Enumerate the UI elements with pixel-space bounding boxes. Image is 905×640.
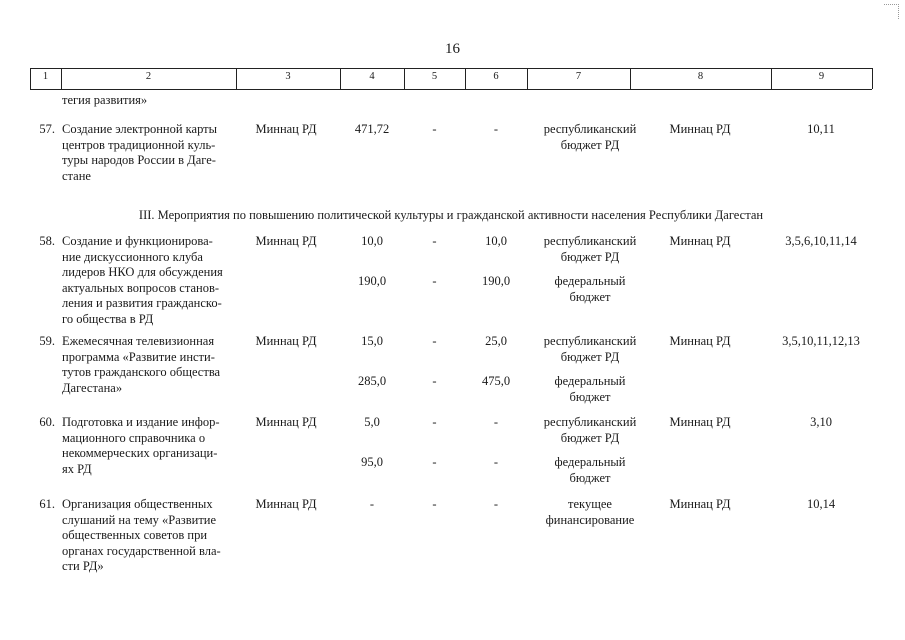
activity-name-line: органах государственной вла- xyxy=(62,543,221,558)
executor: Миннац РД xyxy=(255,122,317,136)
funding-source: текущее xyxy=(568,497,612,511)
activity-name-line: ях РД xyxy=(62,461,92,476)
indicators: 3,5,6,10,11,14 xyxy=(785,234,857,248)
indicators: 3,10 xyxy=(810,415,832,429)
amount-col-6: - xyxy=(493,497,499,511)
column-header-4: 4 xyxy=(369,71,375,82)
amount-col-6: 25,0 xyxy=(485,334,507,348)
indicators: 10,11 xyxy=(807,122,835,136)
amount-col-5: - xyxy=(432,415,437,429)
activity-name-line: Создание и функционирова- xyxy=(62,234,213,248)
amount-col-6: - xyxy=(493,455,499,469)
row-number: 61. xyxy=(39,497,55,511)
amount-col-5: - xyxy=(432,374,437,388)
activity-name-line: Организация общественных xyxy=(62,497,213,511)
funding-source: федеральный xyxy=(554,455,626,469)
activity-name-line: Дагестана» xyxy=(62,380,123,395)
funding-source: республиканский xyxy=(543,122,637,136)
funding-source: финансирование xyxy=(545,512,635,527)
amount-col-5: - xyxy=(432,122,437,136)
funding-source: республиканский xyxy=(543,415,637,429)
amount-col-4: 285,0 xyxy=(357,374,387,388)
row-number: 59. xyxy=(39,334,55,348)
column-header-1: 1 xyxy=(42,71,49,82)
amount-col-4: 471,72 xyxy=(354,122,390,136)
header-top-rule xyxy=(30,68,872,69)
activity-name-line: лидеров НКО для обсуждения xyxy=(62,265,223,280)
amount-col-5: - xyxy=(432,455,437,469)
funding-source: бюджет РД xyxy=(560,137,620,152)
amount-col-4: 190,0 xyxy=(357,274,387,288)
funding-source: федеральный xyxy=(554,374,626,388)
amount-col-4: 95,0 xyxy=(361,455,383,469)
page-number: 16 xyxy=(445,41,460,57)
responsible-body: Миннац РД xyxy=(669,497,731,511)
column-header-3: 3 xyxy=(285,71,291,82)
continued-text: тегия развития» xyxy=(62,93,148,107)
activity-name-line: актуальных вопросов станов- xyxy=(62,280,220,295)
column-header-8: 8 xyxy=(697,71,704,82)
amount-col-5: - xyxy=(432,234,437,248)
activity-name-line: го общества в РД xyxy=(62,312,154,326)
section-title: III. Мероприятия по повышению политической культуры и гражданской активности населения Республики Дагестан xyxy=(138,208,764,222)
indicators: 10,14 xyxy=(806,497,836,511)
row-number: 60. xyxy=(39,415,55,429)
amount-col-6: 10,0 xyxy=(485,234,507,248)
activity-name-line: Подготовка и издание инфор- xyxy=(62,415,220,429)
column-header-9: 9 xyxy=(818,71,825,82)
funding-source: республиканский xyxy=(543,334,637,348)
funding-source: бюджет xyxy=(569,470,611,485)
activity-name-line: Ежемесячная телевизионная xyxy=(62,334,215,348)
amount-col-6: - xyxy=(493,415,499,429)
responsible-body: Миннац РД xyxy=(669,334,731,348)
responsible-body: Миннац РД xyxy=(669,122,731,136)
header-column-rule xyxy=(872,68,873,89)
activity-name-line: сти РД» xyxy=(62,559,104,574)
funding-source: бюджет xyxy=(569,289,611,304)
funding-source: республиканский xyxy=(543,234,637,248)
funding-source: федеральный xyxy=(554,274,626,288)
funding-source: бюджет xyxy=(569,389,611,404)
scan-edge-mark xyxy=(884,4,899,19)
activity-name-line: Создание электронной карты xyxy=(62,122,218,136)
activity-name-line: некоммерческих организаци- xyxy=(62,446,218,461)
amount-col-5: - xyxy=(432,497,437,511)
executor: Миннац РД xyxy=(255,334,317,348)
header-bottom-rule xyxy=(30,89,872,90)
activity-name-line: стане xyxy=(62,168,91,183)
activity-name-line: программа «Развитие инсти- xyxy=(62,349,215,364)
funding-source: бюджет РД xyxy=(560,430,620,445)
executor: Миннац РД xyxy=(255,497,317,511)
column-header-2: 2 xyxy=(145,71,152,82)
activity-name-line: мационного справочника о xyxy=(62,430,206,445)
activity-name-line: ления и развития гражданско- xyxy=(62,296,222,311)
activity-name-line: туры народов России в Даге- xyxy=(62,153,216,168)
funding-source: бюджет РД xyxy=(560,249,620,264)
row-number: 58. xyxy=(39,234,55,248)
amount-col-5: - xyxy=(432,334,437,348)
responsible-body: Миннац РД xyxy=(669,415,731,429)
amount-col-5: - xyxy=(432,274,437,288)
activity-name-line: тутов гражданского общества xyxy=(62,365,221,380)
amount-col-4: - xyxy=(369,497,375,511)
executor: Миннац РД xyxy=(255,234,317,248)
indicators: 3,5,10,11,12,13 xyxy=(782,334,860,348)
amount-col-4: 15,0 xyxy=(361,334,383,348)
activity-name-line: общественных советов при xyxy=(62,528,208,543)
funding-source: бюджет РД xyxy=(560,349,620,364)
column-header-6: 6 xyxy=(493,71,499,82)
amount-col-6: 190,0 xyxy=(481,274,511,288)
activity-name-line: центров традиционной куль- xyxy=(62,137,216,152)
amount-col-4: 5,0 xyxy=(364,415,380,429)
activity-name-line: ние дискуссионного клуба xyxy=(62,249,203,264)
column-header-5: 5 xyxy=(431,71,438,82)
responsible-body: Миннац РД xyxy=(669,234,731,248)
amount-col-4: 10,0 xyxy=(361,234,383,248)
row-number: 57. xyxy=(39,122,55,136)
executor: Миннац РД xyxy=(255,415,317,429)
column-header-7: 7 xyxy=(575,71,582,82)
amount-col-6: 475,0 xyxy=(481,374,511,388)
amount-col-6: - xyxy=(493,122,499,136)
activity-name-line: слушаний на тему «Развитие xyxy=(62,512,217,527)
